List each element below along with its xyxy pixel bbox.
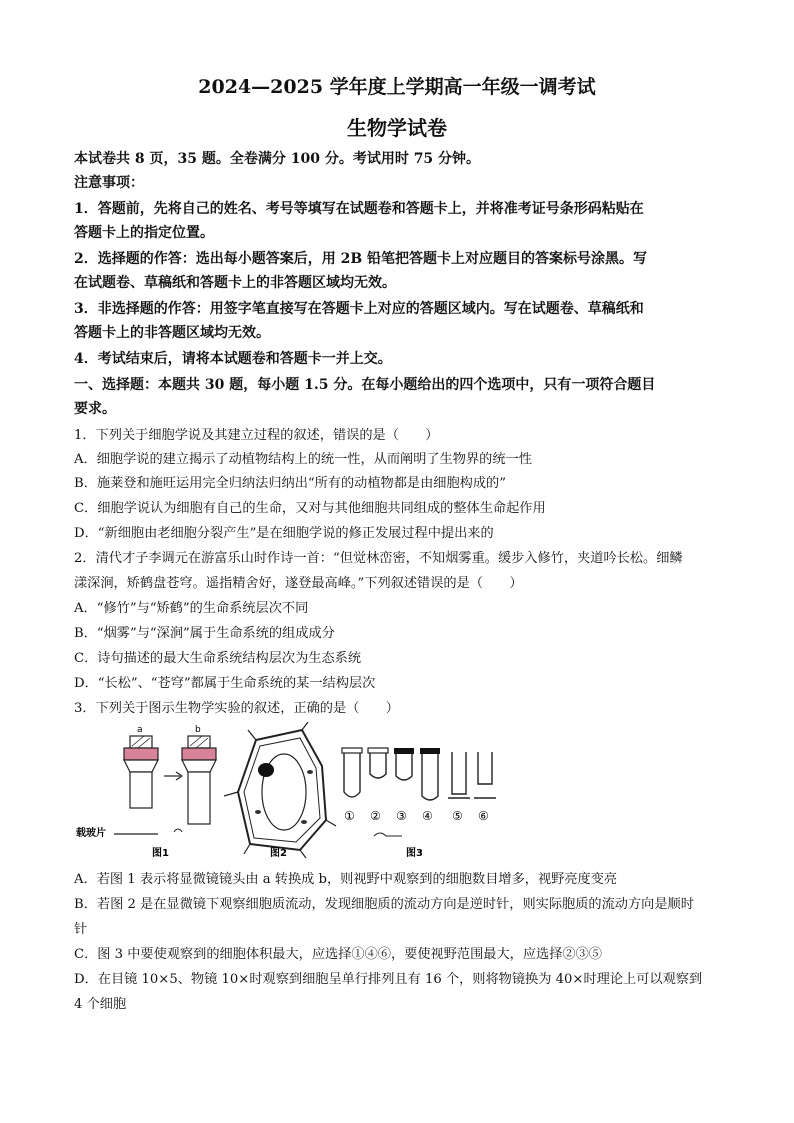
lens-num-3: ③ — [396, 809, 407, 823]
notice-2b: 在试题卷、草稿纸和答题卡上的非答题区域均无效。 — [74, 275, 396, 291]
lens-num-1: ① — [344, 809, 355, 823]
q1-option-c: C．细胞学说认为细胞有自己的生命，又对与其他细胞共同组成的整体生命起作用 — [74, 501, 546, 516]
objective-lens-a — [124, 736, 158, 808]
notice-3b: 答题卡上的非答题区域均无效。 — [74, 325, 270, 341]
lens-num-2: ② — [370, 809, 381, 823]
q3-option-a: A．若图 1 表示将显微镜镜头由 a 转换成 b，则视野中观察到的细胞数目增多，视野亮度变亮 — [74, 872, 618, 887]
exam-title: 2024—2025 学年度上学期高一年级一调考试 — [198, 76, 596, 98]
lens-num-6: ⑥ — [478, 809, 489, 823]
microscope-figure — [74, 722, 514, 862]
objective-lens-b — [182, 736, 216, 824]
fig2-caption: 图2 — [270, 848, 287, 859]
q1-option-d: D．“新细胞由老细胞分裂产生”是在细胞学说的修正发展过程中提出来的 — [74, 526, 494, 541]
exam-info: 本试卷共 8 页，35 题。全卷满分 100 分。考试用时 75 分钟。 — [74, 151, 481, 167]
q2-option-a: A．“修竹”与“矫鹤”的生命系统层次不同 — [74, 601, 309, 616]
slide-label: 载玻片 — [76, 828, 106, 839]
lens-set — [342, 748, 496, 800]
q3-option-d-a: D．在目镜 10×5、物镜 10×时观察到细胞呈单行排列且有 16 个，则将物镜换为 40×时理论上可以观察到 — [74, 972, 703, 987]
notice-2a: 2．选择题的作答：选出每小题答案后，用 2B 铅笔把答题卡上对应题目的答案标号涂黑。写 — [74, 251, 648, 267]
fig3-caption: 图3 — [406, 848, 423, 859]
q1-option-b: B．施莱登和施旺运用完全归纳法归纳出“所有的动植物都是由细胞构成的” — [74, 476, 506, 491]
label-b: b — [195, 725, 201, 735]
q3-option-b-a: B．若图 2 是在显微镜下观察细胞质流动，发现细胞质的流动方向是逆时针，则实际胞质的流动方向是顺时 — [74, 897, 694, 912]
section-heading-a: 一、选择题：本题共 30 题，每小题 1.5 分。在每小题给出的四个选项中，只有一项符合题目 — [74, 377, 656, 393]
q1-stem: 1．下列关于细胞学说及其建立过程的叙述，错误的是（ ） — [74, 428, 439, 443]
q3-stem: 3．下列关于图示生物学实验的叙述，正确的是（ ） — [74, 701, 399, 716]
q2-option-d: D．“长松”、“苍穹”都属于生命系统的某一结构层次 — [74, 676, 376, 691]
lens-num-4: ④ — [422, 809, 433, 823]
q2-option-b: B．“烟雾”与“深涧”属于生命系统的组成成分 — [74, 626, 335, 641]
q2-stem-a: 2．清代才子李调元在游富乐山时作诗一首：“但觉林峦密，不知烟雾重。缓步入修竹，夹道吟长松。细鳞 — [74, 551, 683, 566]
q2-stem-b: 漾深涧，矫鹤盘苍穹。遥指精舍好，遂登最高峰。”下列叙述错误的是（ ） — [74, 576, 523, 591]
notice-4: 4．考试结束后，请将本试题卷和答题卡一并上交。 — [74, 351, 392, 367]
lens-num-5: ⑤ — [452, 809, 463, 823]
notice-3a: 3．非选择题的作答：用签字笔直接写在答题卡上对应的答题区域内。写在试题卷、草稿纸和 — [74, 301, 644, 317]
exam-subtitle: 生物学试卷 — [347, 116, 447, 140]
q3-option-d-b: 4 个细胞 — [74, 997, 127, 1012]
notice-1b: 答题卡上的指定位置。 — [74, 225, 214, 241]
notice-title: 注意事项： — [74, 175, 144, 191]
notice-1a: 1．答题前，先将自己的姓名、考号等填写在试题卷和答题卡上，并将准考证号条形码粘贴在 — [74, 201, 644, 217]
plant-cell-drawing — [224, 722, 336, 858]
q3-option-b-b: 针 — [74, 922, 88, 937]
q3-option-c: C．图 3 中要使观察到的细胞体积最大，应选择①④⑥，要使视野范围最大，应选择②③⑤ — [74, 947, 602, 962]
section-heading-b: 要求。 — [74, 401, 116, 417]
fig1-caption: 图1 — [152, 848, 169, 859]
label-a: a — [137, 725, 143, 735]
q2-option-c: C．诗句描述的最大生命系统结构层次为生态系统 — [74, 651, 362, 666]
q1-option-a: A．细胞学说的建立揭示了动植物结构上的统一性，从而阐明了生物界的统一性 — [74, 452, 532, 467]
